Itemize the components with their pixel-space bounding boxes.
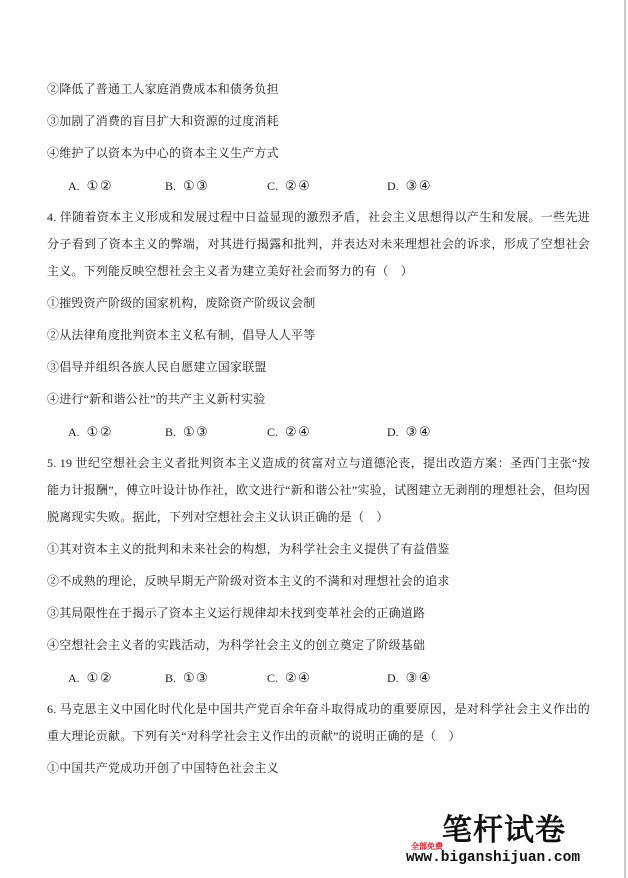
page-right-border (624, 0, 626, 878)
choice-item-c (267, 418, 311, 446)
choice-item-b (165, 172, 209, 200)
choice-item-a (68, 172, 113, 200)
choice-label: A. (68, 179, 80, 193)
question-option: ②降低了普通工人家庭消费成本和债务负担 (47, 82, 279, 96)
question-stem: 4. 伴随着资本主义形成和发展过程中日益显现的激烈矛盾，社会主义思想得以产生和发展。一些先进分子看到了资本主义的弊端，对其进行揭露和批判，并表达对未来理想社会的诉求，形成了空想社会主义。下列能反映空想社会主义者为建立美好社会而努力的有（ ） (47, 210, 590, 278)
question-option: ②不成熟的理论，反映早期无产阶级对资本主义的不满和对理想社会的追求 (47, 574, 450, 588)
question-option: ①其对资本主义的批判和未来社会的构想，为科学社会主义提供了有益借鉴 (47, 542, 450, 556)
choice-value: ③④ (405, 424, 432, 439)
choice-item-c (267, 664, 311, 692)
watermark-brand-logo: 笔杆试卷 (442, 814, 566, 847)
choice-value: ①③ (183, 178, 210, 193)
choice-item-b (165, 418, 209, 446)
question-option: ③加剧了消费的盲目扩大和资源的过度消耗 (47, 114, 279, 128)
choice-label: B. (165, 425, 177, 439)
choice-label: B. (165, 671, 177, 685)
choice-label: D. (387, 425, 399, 439)
choice-value: ①② (86, 178, 113, 193)
choice-item-d (387, 418, 432, 446)
question-option: ④进行“新和谐公社”的共产主义新村实验 (47, 392, 266, 406)
choice-item-d (387, 664, 432, 692)
choice-value: ①③ (183, 424, 210, 439)
choice-item-a (68, 664, 113, 692)
choice-value: ②④ (285, 670, 312, 685)
answer-choices-row (47, 418, 590, 445)
answer-choices-row (47, 664, 590, 691)
choice-label: D. (387, 671, 399, 685)
choice-item-b (165, 664, 209, 692)
question-option: ③倡导并组织各族人民自愿建立国家联盟 (47, 360, 267, 374)
choice-label: C. (267, 179, 279, 193)
watermark-free-badge: 全部免费 (411, 842, 443, 851)
choice-value: ①② (86, 670, 113, 685)
question-stem: 5. 19 世纪空想社会主义者批判资本主义造成的贫富对立与道德沦丧，提出改造方案：圣西门主张“按能力计报酬”，傅立叶设计协作社，欧文进行“新和谐公社”实验，试图建立无剥削的理想社会，但均因脱离现实失败。据此，下列对空想社会主义认识正确的是（ ） (47, 456, 590, 524)
site-watermark (406, 814, 606, 866)
choice-value: ②④ (285, 178, 312, 193)
question-option: ①摧毁资产阶级的国家机构，废除资产阶级议会制 (47, 296, 316, 310)
choice-value: ①③ (183, 670, 210, 685)
choice-label: A. (68, 425, 80, 439)
answer-choices-row (47, 172, 590, 199)
choice-label: B. (165, 179, 177, 193)
choice-value: ③④ (405, 670, 432, 685)
watermark-site-url: www.biganshijuan.com (406, 850, 581, 866)
question-option: ④空想社会主义者的实践活动，为科学社会主义的创立奠定了阶级基础 (47, 638, 426, 652)
question-option: ④维护了以资本为中心的资本主义生产方式 (47, 146, 279, 160)
choice-label: C. (267, 671, 279, 685)
choice-value: ①② (86, 424, 113, 439)
question-stem: 6. 马克思主义中国化时代化是中国共产党百余年奋斗取得成功的重要原因，是对科学社会主义作出的重大理论贡献。下列有关“对科学社会主义作出的贡献”的说明正确的是（ ） (47, 702, 590, 743)
choice-value: ②④ (285, 424, 312, 439)
question-option: ③其局限性在于揭示了资本主义运行规律却未找到变革社会的正确道路 (47, 606, 426, 620)
choice-label: C. (267, 425, 279, 439)
choice-item-a (68, 418, 113, 446)
choice-value: ③④ (405, 178, 432, 193)
question-option: ②从法律角度批判资本主义私有制，倡导人人平等 (47, 328, 316, 342)
choice-item-c (267, 172, 311, 200)
question-option: ①中国共产党成功开创了中国特色社会主义 (47, 761, 279, 775)
exam-paper-content (47, 76, 590, 787)
choice-label: A. (68, 671, 80, 685)
choice-label: D. (387, 179, 399, 193)
choice-item-d (387, 172, 432, 200)
